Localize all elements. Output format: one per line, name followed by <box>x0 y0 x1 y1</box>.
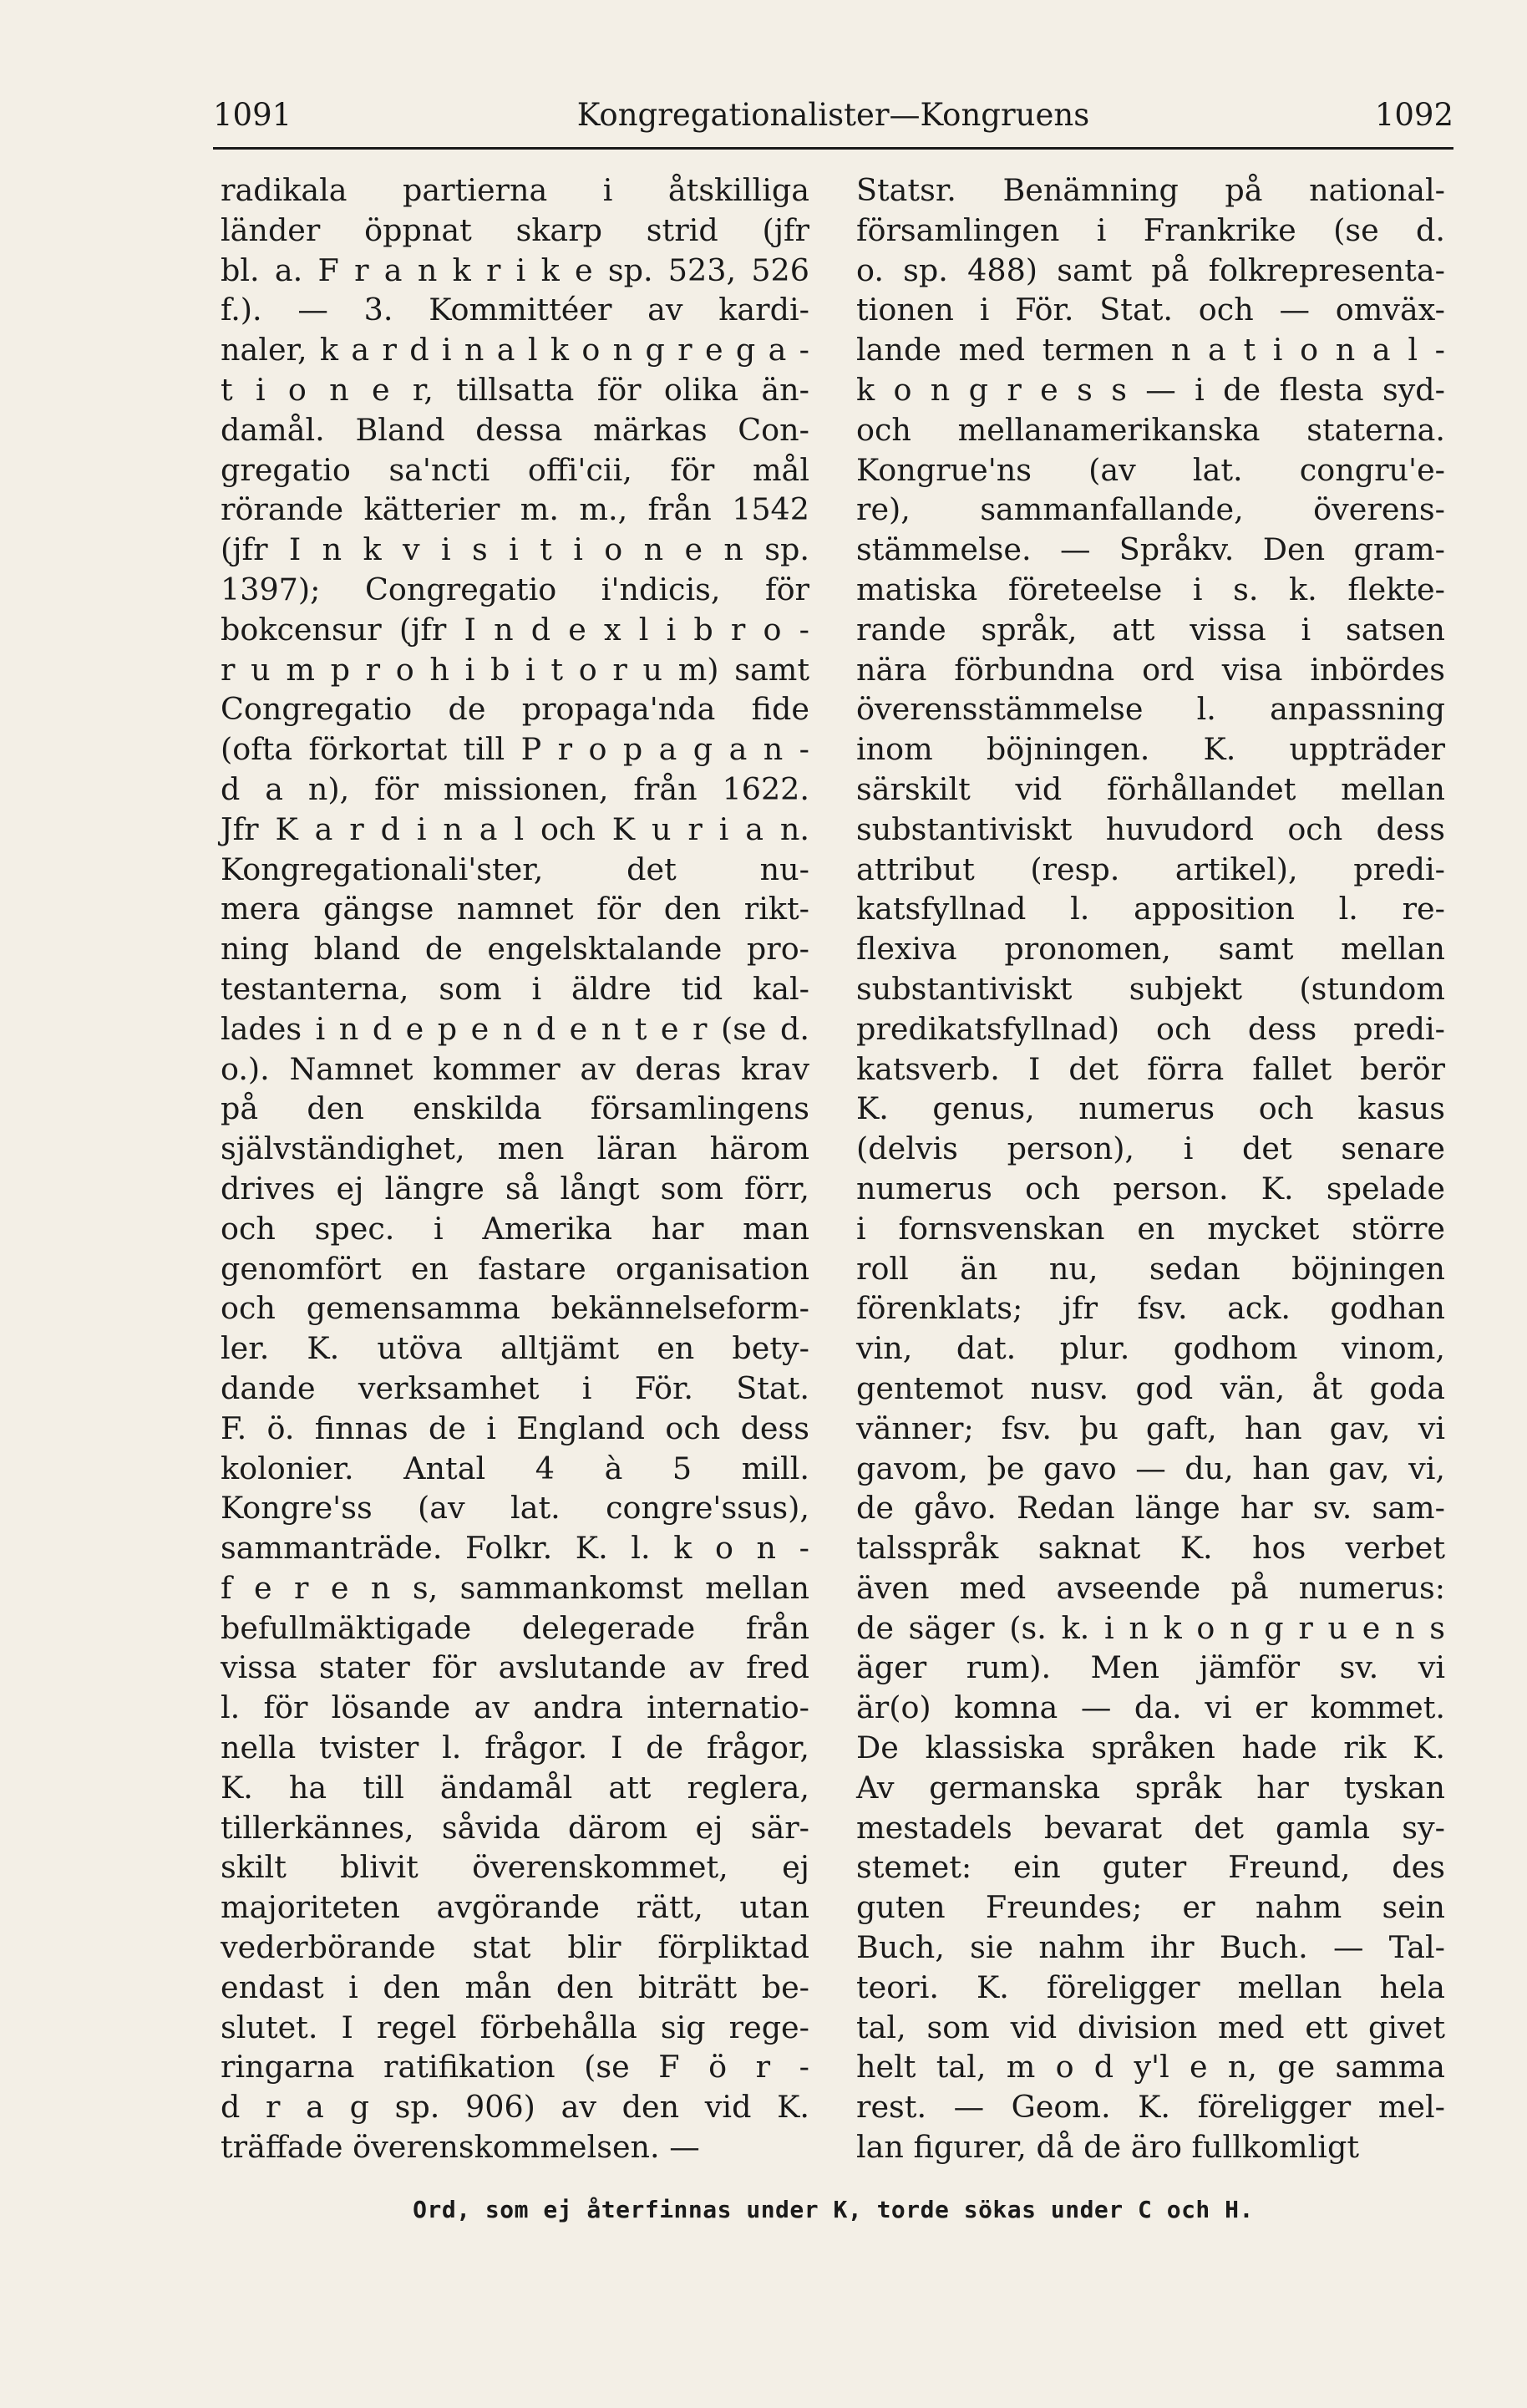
text-line: tal, som vid division med ett givet <box>856 2009 1445 2045</box>
text-line: Kongre'ss (av lat. congre'ssus), <box>221 1490 809 1527</box>
text-line: Buch, sie nahm ihr Buch. — Tal- <box>856 1929 1445 1966</box>
text-line: vin, dat. plur. godhom vinom, <box>856 1330 1445 1367</box>
text-line: skilt blivit överenskommet, ej <box>221 1849 809 1886</box>
text-line: särskilt vid förhållandet mellan <box>856 770 1445 807</box>
text-line: ning bland de engelsktalande pro- <box>221 931 809 968</box>
text-line: (jfr I n k v i s i t i o n e n sp. <box>221 531 809 568</box>
text-line: f.). — 3. Kommittéer av kardi- <box>221 292 809 328</box>
text-line: Statsr. Benämning på national- <box>856 172 1445 208</box>
text-line: F. ö. finnas de i England och dess <box>221 1410 809 1446</box>
text-line: De klassiska språken hade rik K. <box>856 1730 1445 1766</box>
text-line: lande med termen n a t i o n a l - <box>856 332 1445 368</box>
text-line: bl. a. F r a n k r i k e sp. 523, 526 <box>221 251 809 288</box>
text-line: är(o) komna — da. vi er kommet. <box>856 1689 1445 1726</box>
text-line: d r a g sp. 906) av den vid K. <box>221 2089 809 2126</box>
text-line: kolonier. Antal 4 à 5 mill. <box>221 1450 809 1486</box>
text-line: rörande kätterier m. m., från 1542 <box>221 491 809 528</box>
text-line: självständighet, men läran härom <box>221 1130 809 1167</box>
text-line: rest. — Geom. K. föreligger mel- <box>856 2089 1445 2126</box>
text-line: länder öppnat skarp strid (jfr <box>221 211 809 248</box>
text-line: gentemot nusv. god vän, åt goda <box>856 1369 1445 1406</box>
text-line: befullmäktigade delegerade från <box>221 1609 809 1646</box>
text-line: re), sammanfallande, överens- <box>856 491 1445 528</box>
text-line: K. ha till ändamål att reglera, <box>221 1769 809 1806</box>
text-line: dande verksamhet i För. Stat. <box>221 1369 809 1406</box>
text-line: på den enskilda församlingens <box>221 1090 809 1127</box>
text-line: äger rum). Men jämför sv. vi <box>856 1649 1445 1686</box>
text-line: f e r e n s, sammankomst mellan <box>221 1569 809 1606</box>
text-line: och gemensamma bekännelseform- <box>221 1290 809 1327</box>
text-line: roll än nu, sedan böjningen <box>856 1250 1445 1287</box>
text-line: förenklats; jfr fsv. ack. godhan <box>856 1290 1445 1327</box>
header-rule <box>213 147 1453 150</box>
text-line: Kongrue'ns (av lat. congru'e- <box>856 451 1445 488</box>
text-line: lades i n d e p e n d e n t e r (se d. <box>221 1010 809 1047</box>
text-line: slutet. I regel förbehålla sig rege- <box>221 2009 809 2045</box>
text-line: o.). Namnet kommer av deras krav <box>221 1050 809 1087</box>
text-line: katsfyllnad l. apposition l. re- <box>856 891 1445 927</box>
text-line: helt tal, m o d y'l e n, ge samma <box>856 2049 1445 2085</box>
text-line: numerus och person. K. spelade <box>856 1170 1445 1207</box>
text-line: d a n), för missionen, från 1622. <box>221 770 809 807</box>
text-line: substantiviskt subjekt (stundom <box>856 970 1445 1007</box>
text-line: de säger (s. k. i n k o n g r u e n s <box>856 1609 1445 1646</box>
text-line: matiska företeelse i s. k. flekte- <box>856 571 1445 607</box>
text-line: K. genus, numerus och kasus <box>856 1090 1445 1127</box>
text-line: Kongregationali'ster, det nu- <box>221 851 809 887</box>
text-line: o. sp. 488) samt på folkrepresenta- <box>856 251 1445 288</box>
text-line: ringarna ratifikation (se F ö r - <box>221 2049 809 2085</box>
text-line: flexiva pronomen, samt mellan <box>856 931 1445 968</box>
text-line: ler. K. utöva alltjämt en bety- <box>221 1330 809 1367</box>
text-line: de gåvo. Redan länge har sv. sam- <box>856 1490 1445 1527</box>
text-line: bokcensur (jfr I n d e x l i b r o - <box>221 611 809 648</box>
text-line: naler, k a r d i n a l k o n g r e g a - <box>221 332 809 368</box>
text-line: överensstämmelse l. anpassning <box>856 691 1445 728</box>
text-line: r u m p r o h i b i t o r u m) samt <box>221 651 809 688</box>
text-line: predikatsfyllnad) och dess predi- <box>856 1010 1445 1047</box>
text-line: stemet: ein guter Freund, des <box>856 1849 1445 1886</box>
left-column <box>221 170 809 2167</box>
text-line: (delvis person), i det senare <box>856 1130 1445 1167</box>
text-line: tillerkännes, såvida därom ej sär- <box>221 1809 809 1846</box>
text-line: Congregatio de propaga'nda fide <box>221 691 809 728</box>
text-line: mestadels bevarat det gamla sy- <box>856 1809 1445 1846</box>
text-line: församlingen i Frankrike (se d. <box>856 211 1445 248</box>
running-title: Kongregationalister—Kongruens <box>576 96 1090 133</box>
text-line: träffade överenskommelsen. — <box>221 2129 700 2166</box>
left-page-number: 1091 <box>213 96 292 133</box>
text-line: testanterna, som i äldre tid kal- <box>221 970 809 1007</box>
text-line: gavom, þe gavo — du, han gav, vi, <box>856 1450 1445 1486</box>
text-line: även med avseende på numerus: <box>856 1569 1445 1606</box>
text-line: vederbörande stat blir förpliktad <box>221 1929 809 1966</box>
text-line: nära förbundna ord visa inbördes <box>856 651 1445 688</box>
text-line: i fornsvenskan en mycket större <box>856 1210 1445 1247</box>
text-line: 1397); Congregatio i'ndicis, för <box>221 571 809 607</box>
right-page-number: 1092 <box>1374 96 1453 133</box>
text-line: talsspråk saknat K. hos verbet <box>856 1530 1445 1567</box>
footer-note: Ord, som ej återfinnas under K, torde sökas under C och H. <box>413 2196 1254 2223</box>
text-line: vissa stater för avslutande av fred <box>221 1649 809 1686</box>
text-line: och mellanamerikanska staterna. <box>856 411 1445 448</box>
text-line: vänner; fsv. þu gaft, han gav, vi <box>856 1410 1445 1446</box>
text-line: katsverb. I det förra fallet berör <box>856 1050 1445 1087</box>
text-line: teori. K. föreligger mellan hela <box>856 1969 1445 2005</box>
text-line: sammanträde. Folkr. K. l. k o n - <box>221 1530 809 1567</box>
text-line: majoriteten avgörande rätt, utan <box>221 1889 809 1926</box>
text-line: lan figurer, då de äro fullkomligt <box>856 2129 1359 2166</box>
text-line: nella tvister l. frågor. I de frågor, <box>221 1730 809 1766</box>
text-line: (ofta förkortat till P r o p a g a n - <box>221 731 809 768</box>
text-line: inom böjningen. K. uppträder <box>856 731 1445 768</box>
running-header <box>213 87 1453 142</box>
text-line: stämmelse. — Språkv. Den gram- <box>856 531 1445 568</box>
text-line: guten Freundes; er nahm sein <box>856 1889 1445 1926</box>
text-line: l. för lösande av andra internatio- <box>221 1689 809 1726</box>
text-line: k o n g r e s s — i de flesta syd- <box>856 371 1445 408</box>
text-line: genomfört en fastare organisation <box>221 1250 809 1287</box>
text-line: substantiviskt huvudord och dess <box>856 810 1445 847</box>
text-line: drives ej längre så långt som förr, <box>221 1170 809 1207</box>
text-line: attribut (resp. artikel), predi- <box>856 851 1445 887</box>
text-line: och spec. i Amerika har man <box>221 1210 809 1247</box>
text-line: gregatio sa'ncti offi'cii, för mål <box>221 451 809 488</box>
text-line: Av germanska språk har tyskan <box>856 1769 1445 1806</box>
text-line: t i o n e r, tillsatta för olika än- <box>221 371 809 408</box>
text-line: damål. Bland dessa märkas Con- <box>221 411 809 448</box>
text-line: radikala partierna i åtskilliga <box>221 172 809 208</box>
text-line: tionen i För. Stat. och — omväx- <box>856 292 1445 328</box>
text-line: rande språk, att vissa i satsen <box>856 611 1445 648</box>
text-line: mera gängse namnet för den rikt- <box>221 891 809 927</box>
text-line: endast i den mån den biträtt be- <box>221 1969 809 2005</box>
text-line: Jfr K a r d i n a l och K u r i a n. <box>221 810 809 847</box>
right-column <box>856 170 1445 2167</box>
